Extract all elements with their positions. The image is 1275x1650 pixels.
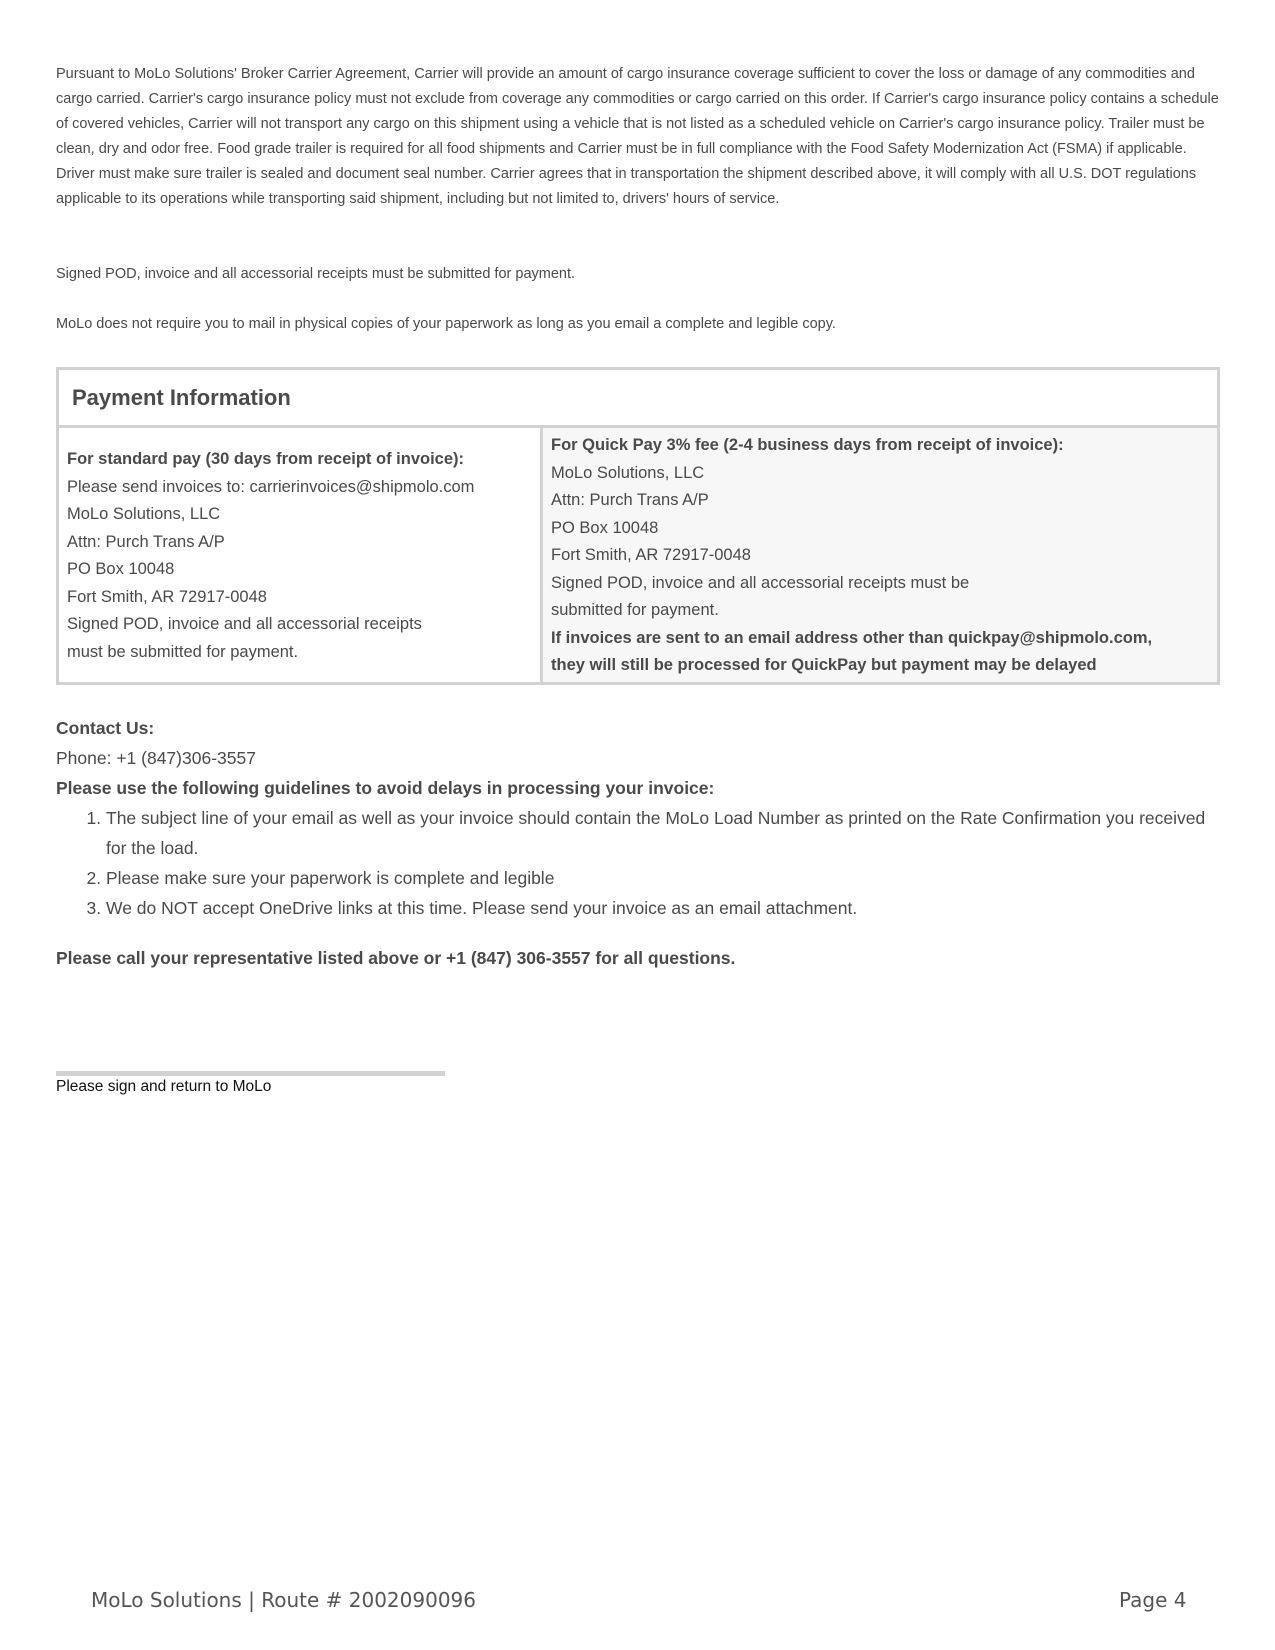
standard-pay-column	[59, 428, 543, 682]
quickpay-line: PO Box 10048	[551, 518, 659, 537]
standard-pay-line: Signed POD, invoice and all accessorial receipts	[67, 615, 422, 633]
footer-page-number: Page 4	[1119, 1588, 1187, 1612]
payment-information-box	[56, 367, 1220, 685]
contact-heading: Contact Us:	[56, 718, 155, 738]
quickpay-line: MoLo Solutions, LLC	[551, 463, 705, 482]
quickpay-note: they will still be processed for QuickPay but payment may be delayed	[551, 656, 1097, 674]
quickpay-heading: For Quick Pay 3% fee (2-4 business days from receipt of invoice):	[551, 436, 1064, 454]
payment-columns	[59, 428, 1217, 682]
signature-label: Please sign and return to MoLo	[56, 1078, 272, 1095]
quickpay-line: Signed POD, invoice and all accessorial receipts must be	[551, 573, 970, 592]
payment-header	[59, 370, 1217, 428]
quickpay-line: submitted for payment.	[551, 601, 719, 619]
guideline-item: 1. The subject line of your email as well as your invoice should contain the MoLo Load Number as printed on the Rate Confirmation you received for the load.	[106, 803, 1220, 863]
standard-pay-line: Fort Smith, AR 72917-0048	[67, 587, 267, 606]
guideline-item: 2. Please make sure your paperwork is complete and legible	[106, 863, 1220, 893]
quickpay-line: Fort Smith, AR 72917-0048	[551, 546, 751, 564]
contact-phone: Phone: +1 (847)306-3557	[56, 748, 256, 768]
quickpay-note: If invoices are sent to an email address other than quickpay@shipmolo.com,	[551, 628, 1153, 647]
standard-pay-heading: For standard pay (30 days from receipt of invoice):	[67, 450, 465, 468]
mail-copies-paragraph: MoLo does not require you to mail in physical copies of your paperwork as long as you email a complete and legible copy.	[56, 316, 836, 332]
signed-pod-paragraph: Signed POD, invoice and all accessorial receipts must be submitted for payment.	[56, 266, 576, 282]
guideline-item: 3. We do NOT accept OneDrive links at this time. Please send your invoice as an email attachment.	[106, 893, 1220, 923]
standard-pay-line: must be submitted for payment.	[67, 642, 299, 661]
quickpay-line: Attn: Purch Trans A/P	[551, 491, 709, 509]
footer-route: MoLo Solutions | Route # 2002090096	[91, 1588, 476, 1612]
standard-pay-line: PO Box 10048	[67, 560, 175, 578]
guidelines-heading: Please use the following guidelines to avoid delays in processing your invoice:	[56, 778, 715, 798]
insurance-terms-paragraph: Pursuant to MoLo Solutions' Broker Carrier Agreement, Carrier will provide an amount of cargo insurance coverage sufficient to cover the loss or damage of any commodities and cargo carried. Carrier's cargo insurance policy must not exclude from coverage any commodities or cargo carried on this order. If Carrier's cargo insurance policy contains a schedule of covered vehicles, Carrier will not transport any cargo on this shipment using a vehicle that is not listed as a scheduled vehicle on Carrier's cargo insurance policy. Trailer must be clean, dry and odor free. Food grade trailer is required for all food shipments and Carrier must be in full compliance with the Food Safety Modernization Act (FSMA) if applicable. Driver must make sure trailer is sealed and document seal number. Carrier agrees that in transportation the shipment described above, it will comply with all U.S. DOT regulations applicable to its operations while transporting said shipment, including but not limited to, drivers' hours of service.	[56, 66, 1219, 207]
quickpay-column	[543, 428, 1217, 682]
contact-section	[56, 713, 1220, 923]
payment-title: Payment Information	[72, 384, 291, 410]
guidelines-list	[56, 803, 1220, 923]
signature-line[interactable]	[56, 1071, 445, 1076]
standard-pay-line: MoLo Solutions, LLC	[67, 505, 221, 523]
standard-pay-line: Attn: Purch Trans A/P	[67, 532, 225, 551]
closing-note: Please call your representative listed above or +1 (847) 306-3557 for all questions.	[56, 948, 736, 968]
standard-pay-line: Please send invoices to: carrierinvoices@shipmolo.com	[67, 477, 475, 496]
